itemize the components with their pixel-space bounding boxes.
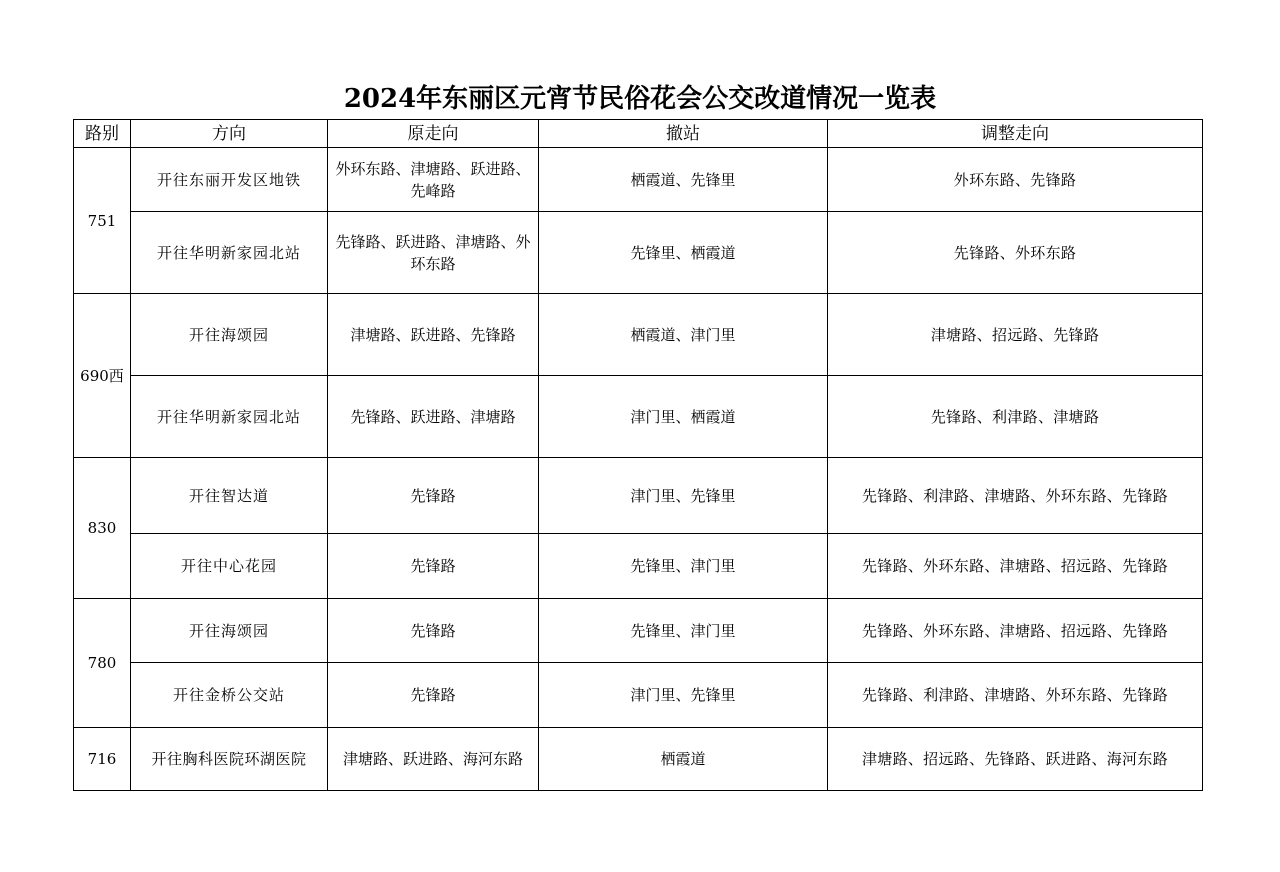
table-row <box>74 663 1203 728</box>
removed-stops-cell: 栖霞道、津门里 <box>539 294 828 376</box>
direction-cell: 开往东丽开发区地铁 <box>131 148 328 212</box>
adjusted-route-cell: 外环东路、先锋路 <box>828 148 1203 212</box>
direction-cell: 开往海颂园 <box>131 599 328 663</box>
removed-stops-cell: 栖霞道 <box>539 728 828 791</box>
removed-stops-cell: 津门里、栖霞道 <box>539 376 828 458</box>
table-header-row <box>74 120 1203 148</box>
table-row <box>74 376 1203 458</box>
original-route-cell: 先锋路 <box>328 599 539 663</box>
page-title: 2024年东丽区元宵节民俗花会公交改道情况一览表 <box>343 84 937 114</box>
original-route-cell: 外环东路、津塘路、跃进路、先峰路 <box>328 148 539 212</box>
adjusted-route-cell: 先锋路、外环东路、津塘路、招远路、先锋路 <box>828 599 1203 663</box>
header-direction: 方向 <box>131 120 328 148</box>
removed-stops-cell: 先锋里、栖霞道 <box>539 212 828 294</box>
table-row <box>74 534 1203 599</box>
original-route-cell: 先锋路、跃进路、津塘路、外环东路 <box>328 212 539 294</box>
table-row <box>74 458 1203 534</box>
direction-cell: 开往海颂园 <box>131 294 328 376</box>
direction-cell: 开往金桥公交站 <box>131 663 328 728</box>
removed-stops-cell: 先锋里、津门里 <box>539 599 828 663</box>
adjusted-route-cell: 先锋路、利津路、津塘路、外环东路、先锋路 <box>828 663 1203 728</box>
table-row <box>74 148 1203 212</box>
table-row <box>74 294 1203 376</box>
direction-cell: 开往华明新家园北站 <box>131 376 328 458</box>
removed-stops-cell: 津门里、先锋里 <box>539 663 828 728</box>
adjusted-route-cell: 先锋路、利津路、津塘路 <box>828 376 1203 458</box>
route-number: 716 <box>74 728 131 791</box>
header-original-route: 原走向 <box>328 120 539 148</box>
direction-cell: 开往中心花园 <box>131 534 328 599</box>
route-number: 751 <box>74 148 131 294</box>
original-route-cell: 津塘路、跃进路、先锋路 <box>328 294 539 376</box>
route-number: 830 <box>74 458 131 599</box>
removed-stops-cell: 津门里、先锋里 <box>539 458 828 534</box>
removed-stops-cell: 先锋里、津门里 <box>539 534 828 599</box>
direction-cell: 开往华明新家园北站 <box>131 212 328 294</box>
direction-cell: 开往智达道 <box>131 458 328 534</box>
header-adjusted-route: 调整走向 <box>828 120 1203 148</box>
route-number: 690西 <box>74 294 131 458</box>
bus-reroute-table <box>73 119 1203 791</box>
original-route-cell: 先锋路、跃进路、津塘路 <box>328 376 539 458</box>
removed-stops-cell: 栖霞道、先锋里 <box>539 148 828 212</box>
adjusted-route-cell: 津塘路、招远路、先锋路 <box>828 294 1203 376</box>
header-removed-stops: 撤站 <box>539 120 828 148</box>
route-number: 780 <box>74 599 131 728</box>
original-route-cell: 津塘路、跃进路、海河东路 <box>328 728 539 791</box>
adjusted-route-cell: 先锋路、利津路、津塘路、外环东路、先锋路 <box>828 458 1203 534</box>
direction-cell: 开往胸科医院环湖医院 <box>131 728 328 791</box>
adjusted-route-cell: 先锋路、外环东路、津塘路、招远路、先锋路 <box>828 534 1203 599</box>
header-route: 路别 <box>74 120 131 148</box>
adjusted-route-cell: 先锋路、外环东路 <box>828 212 1203 294</box>
table-row <box>74 212 1203 294</box>
original-route-cell: 先锋路 <box>328 663 539 728</box>
adjusted-route-cell: 津塘路、招远路、先锋路、跃进路、海河东路 <box>828 728 1203 791</box>
original-route-cell: 先锋路 <box>328 458 539 534</box>
original-route-cell: 先锋路 <box>328 534 539 599</box>
table-row <box>74 728 1203 791</box>
table-row <box>74 599 1203 663</box>
